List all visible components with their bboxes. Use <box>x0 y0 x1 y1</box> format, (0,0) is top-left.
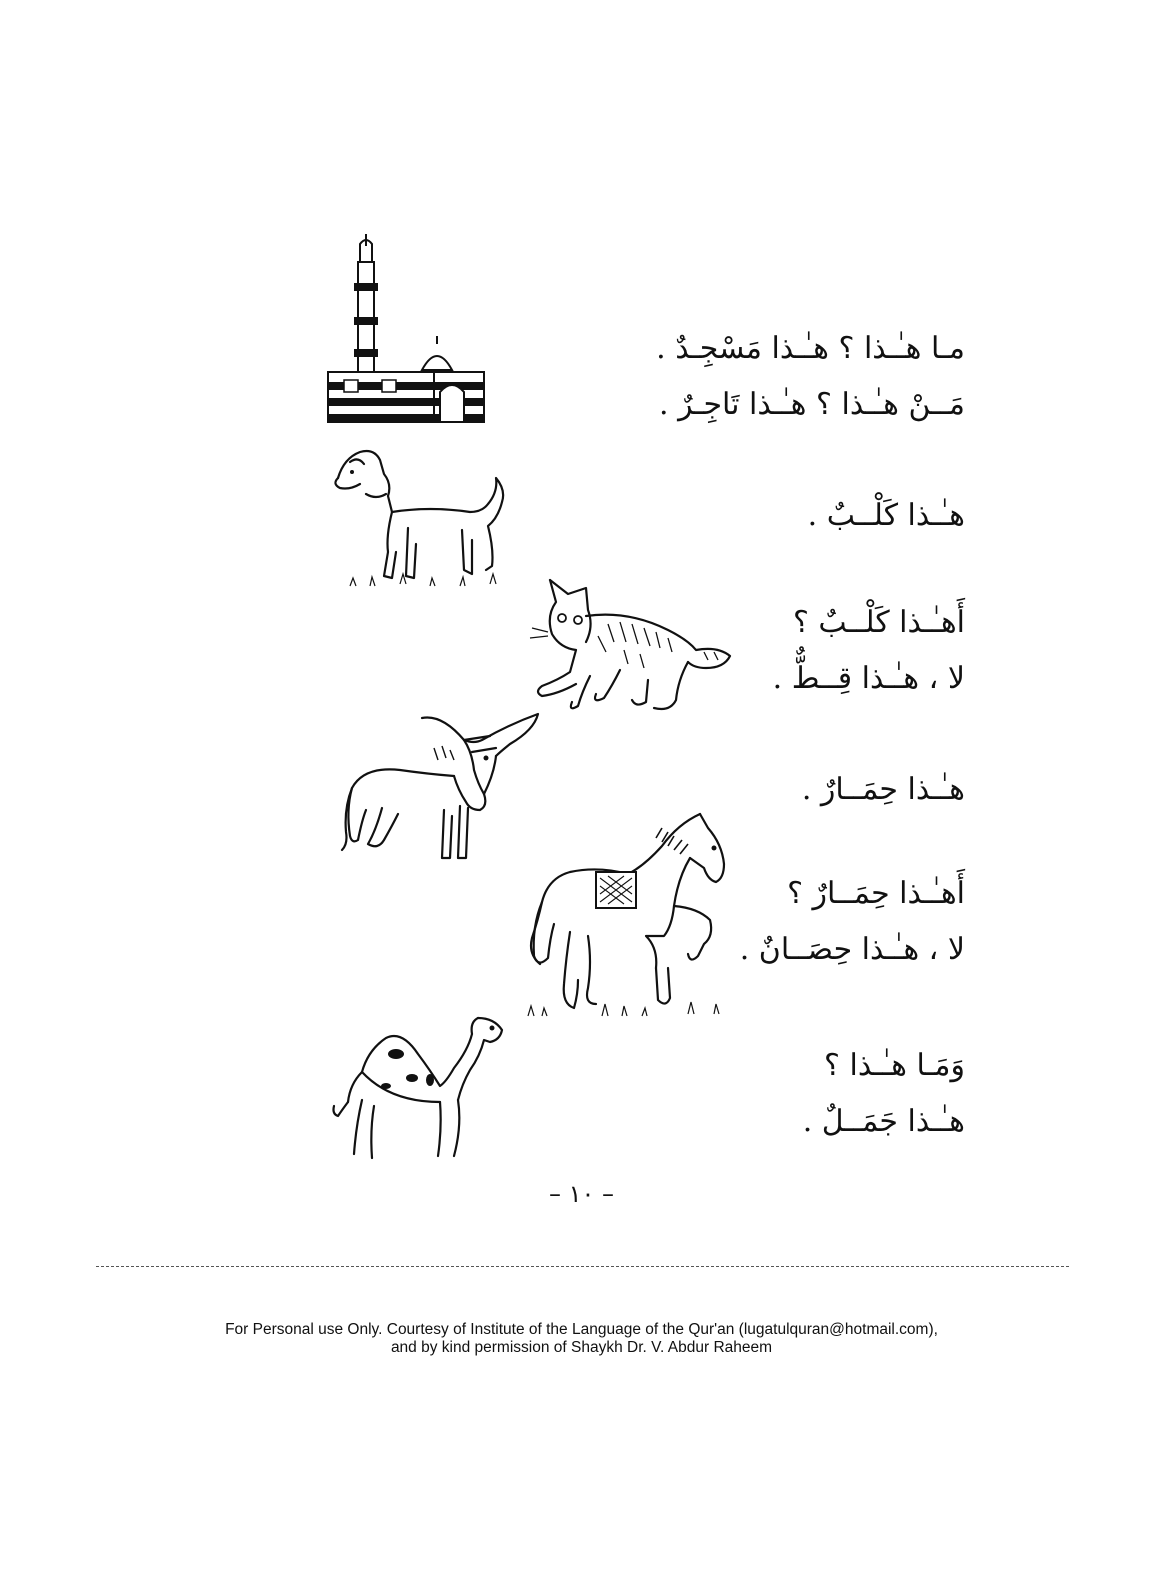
arabic-line: لا ، هـٰـذا قِــطٌّ . <box>772 661 965 696</box>
horse-illustration <box>518 808 734 1020</box>
footer-line-2: and by kind permission of Shaykh Dr. V. Abdur Raheem <box>390 1339 773 1356</box>
arabic-line: أَهـٰـذا حِمَــارٌ ؟ <box>787 876 965 911</box>
dog-illustration <box>330 440 520 590</box>
arabic-line: هـٰـذا حِمَــارٌ . <box>801 772 965 807</box>
lesson-cat-text <box>773 595 965 707</box>
page-number: – ١٠ – <box>548 1180 615 1208</box>
lesson-camel-text <box>803 1038 965 1150</box>
arabic-line: هـٰـذا كَلْــبٌ . <box>807 498 965 533</box>
lesson-mosque-text <box>656 321 965 433</box>
footer-divider <box>96 1266 1069 1267</box>
mosque-illustration <box>322 232 490 432</box>
arabic-line: أَهـٰـذا كَلْــبٌ ؟ <box>792 605 965 640</box>
arabic-line: مـا هـٰـذا ؟ هـٰـذا مَسْجِـدٌ . <box>656 331 965 366</box>
arabic-line: مَــنْ هـٰـذا ؟ هـٰـذا تَاجِـرٌ . <box>659 387 965 422</box>
lesson-horse-text <box>740 866 965 978</box>
lesson-donkey-text <box>802 762 965 818</box>
camel-illustration <box>330 1010 508 1162</box>
arabic-line: هـٰـذا جَمَــلٌ . <box>802 1104 965 1139</box>
cat-illustration <box>528 576 734 718</box>
donkey-illustration <box>338 710 548 862</box>
footer-credit <box>0 1321 1163 1357</box>
lesson-dog-text <box>808 488 965 544</box>
arabic-line: وَمَـا هـٰـذا ؟ <box>824 1048 965 1083</box>
footer-line-1: For Personal use Only. Courtesy of Institute of the Language of the Qur'an (lugatulquran@hotmail.com), <box>225 1321 938 1338</box>
arabic-line: لا ، هـٰـذا حِصَــانٌ . <box>739 932 965 967</box>
